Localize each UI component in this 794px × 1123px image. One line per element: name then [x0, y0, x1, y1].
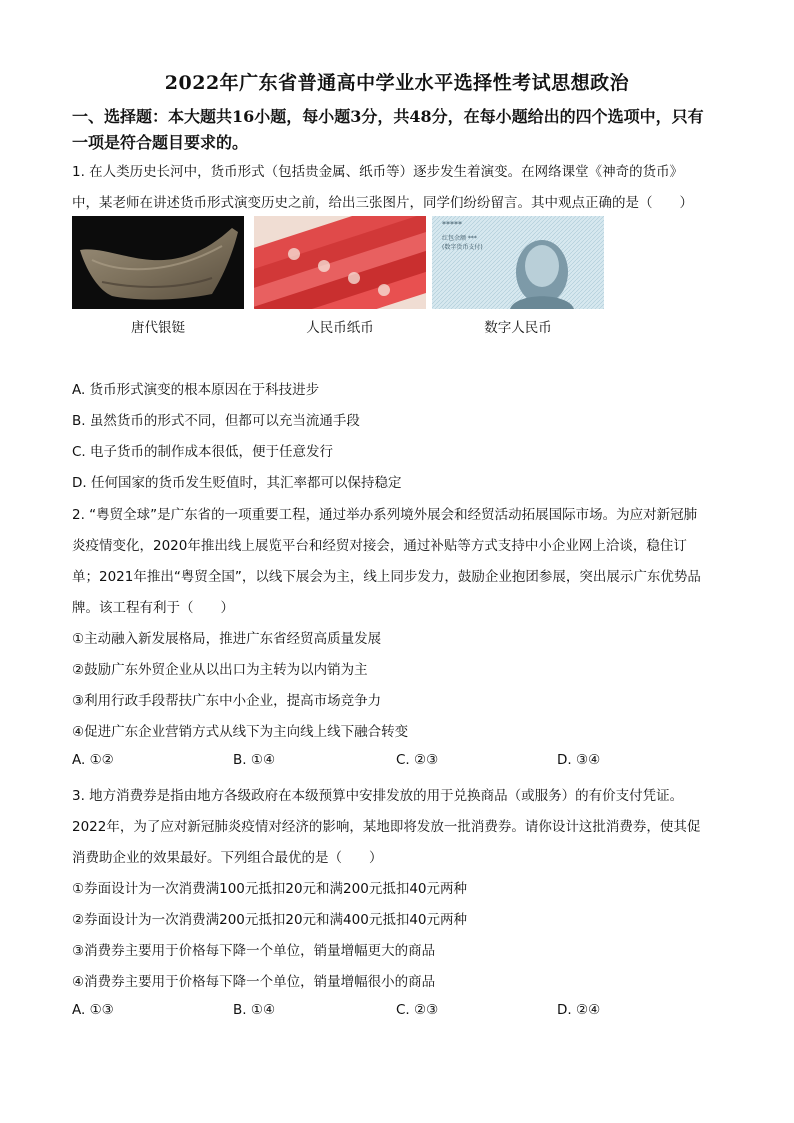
q1-stem-line-2: 中，某老师在讲述货币形式演变历史之前，给出三张图片，同学们纷纷留言。其中观点正确的是（ ）: [72, 195, 693, 211]
q3-choice-b: B. ①④: [233, 1002, 276, 1018]
banknotes-icon: [254, 216, 426, 309]
q3-stem-line-1: 3. 地方消费券是指由地方各级政府在本级预算中安排发放的用于兑换商品（或服务）的有价支付凭证。: [72, 788, 684, 804]
q2-stem-line-2: 炎疫情变化，2020年推出线上展览平台和经贸对接会，通过补贴等方式支持中小企业网上洽谈，稳住订: [72, 538, 687, 554]
q3-stem-line-3: 消费助企业的效果最好。下列组合最优的是（ ）: [72, 850, 383, 866]
q2-stem-line-3: 单；2021年推出“粤贸全国”，以线下展会为主，线上同步发力，鼓励企业抱团参展，突出展示广东优势品: [72, 569, 701, 585]
image-caption-ingot: 唐代银铤: [131, 320, 185, 336]
q2-item-4: ④促进广东企业营销方式从线下为主向线上线下融合转变: [72, 724, 409, 740]
banknotes-image: [254, 216, 426, 309]
q2-choice-d: D. ③④: [557, 752, 601, 768]
q3-item-4: ④消费券主要用于价格每下降一个单位，销量增幅很小的商品: [72, 974, 436, 990]
digital-card-line-2: (数字货币支付): [442, 244, 483, 251]
q3-item-2: ②券面设计为一次消费满200元抵扣20元和满400元抵扣40元两种: [72, 912, 467, 928]
q3-item-3: ③消费券主要用于价格每下降一个单位，销量增幅更大的商品: [72, 943, 436, 959]
page-title: 2022年广东省普通高中学业水平选择性考试思想政治: [164, 72, 630, 94]
digital-card-stars: *****: [442, 220, 462, 229]
q2-choice-a: A. ①②: [72, 752, 114, 768]
digital-rmb-image: [432, 216, 604, 309]
q2-choice-b: B. ①④: [233, 752, 276, 768]
silver-ingot-icon: [72, 216, 244, 309]
section-heading-line-2: 一项是符合题目要求的。: [72, 133, 249, 152]
q1-option-b: B. 虽然货币的形式不同，但都可以充当流通手段: [72, 413, 360, 429]
q1-stem-line-1: 1. 在人类历史长河中，货币形式（包括贵金属、纸币等）逐步发生着演变。在网络课堂《神奇的货币》: [72, 164, 684, 180]
image-caption-banknotes: 人民币纸币: [306, 320, 374, 336]
q2-stem-line-4: 牌。该工程有利于（ ）: [72, 600, 234, 616]
q3-choice-a: A. ①③: [72, 1002, 114, 1018]
q2-item-3: ③利用行政手段帮扶广东中小企业，提高市场竞争力: [72, 693, 382, 709]
q3-choice-d: D. ②④: [557, 1002, 601, 1018]
q2-stem-line-1: 2. “粤贸全球”是广东省的一项重要工程，通过举办系列境外展会和经贸活动拓展国际市场。为应对新冠肺: [72, 507, 698, 523]
q2-item-2: ②鼓励广东外贸企业从以出口为主转为以内销为主: [72, 662, 368, 678]
q1-option-d: D. 任何国家的货币发生贬值时，其汇率都可以保持稳定: [72, 475, 402, 491]
q3-choice-c: C. ②③: [396, 1002, 439, 1018]
q1-option-a: A. 货币形式演变的根本原因在于科技进步: [72, 382, 320, 398]
q2-item-1: ①主动融入新发展格局，推进广东省经贸高质量发展: [72, 631, 382, 647]
silver-ingot-image: [72, 216, 244, 309]
section-heading-line-1: 一、选择题：本大题共16小题，每小题3分，共48分，在每小题给出的四个选项中，只有: [72, 107, 704, 126]
q3-stem-line-2: 2022年，为了应对新冠肺炎疫情对经济的影响，某地即将发放一批消费券。请你设计这批消费券，使其促: [72, 819, 701, 835]
digital-card-line-1: 红包余额 ***: [442, 235, 477, 242]
image-caption-digital: 数字人民币: [484, 320, 552, 336]
section-heading: [72, 104, 732, 156]
q2-choice-c: C. ②③: [396, 752, 439, 768]
q1-option-c: C. 电子货币的制作成本很低，便于任意发行: [72, 444, 334, 460]
q3-item-1: ①券面设计为一次消费满100元抵扣20元和满200元抵扣40元两种: [72, 881, 467, 897]
